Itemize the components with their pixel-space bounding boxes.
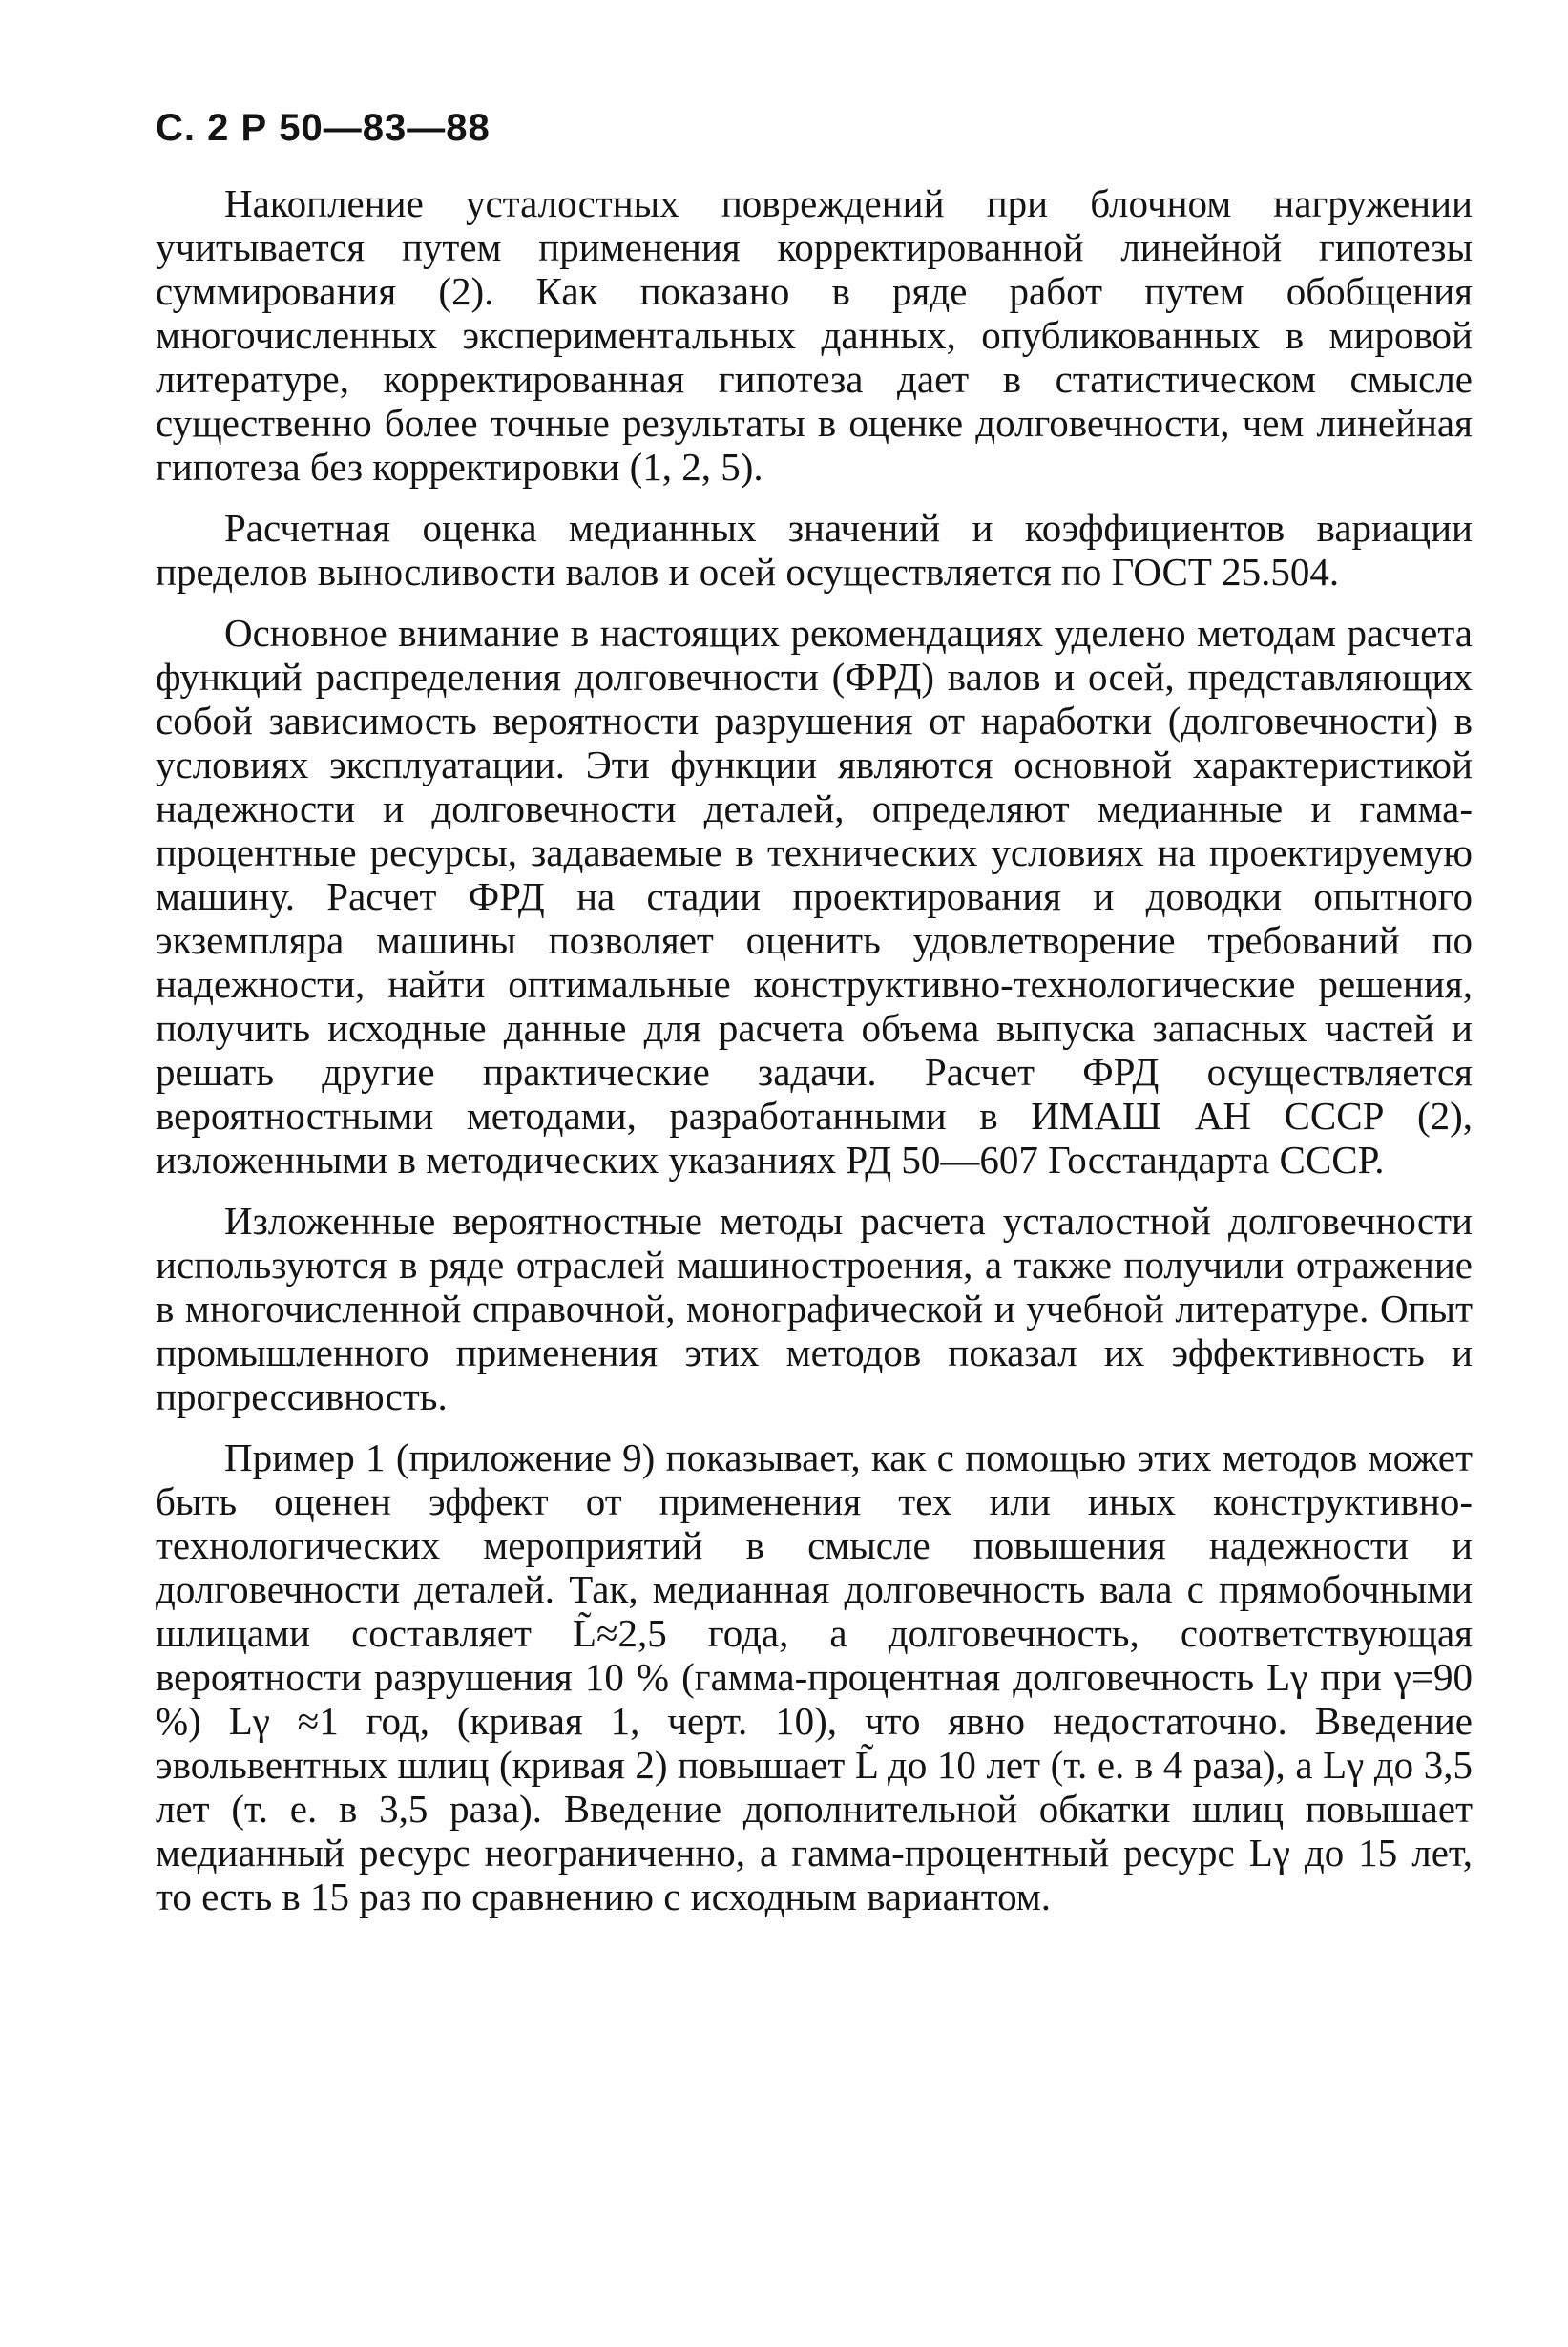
paragraph-5: Пример 1 (приложение 9) показывает, как с помощью этих методов может быть оценен эффект от применения тех или иных конструктивно-технологических мероприятий в смысле повышения надежности и долговечности деталей. Так, медианная долговечность вала с прямобочными шлицами составляет L̃≈2,5 года, а долговечность, соответствующая вероятности разрушения 10 % (гамма-процентная долговечность Lγ при γ=90 %) Lγ ≈1 год, (кривая 1, черт. 10), что явно недостаточно. Введение эвольвентных шлиц (кривая 2) повышает L̃ до 10 лет (т. е. в 4 раза), а Lγ до 3,5 лет (т. е. в 3,5 раза). Введение дополнительной обкатки шлиц повышает медианный ресурс неограниченно, а гамма-процентный ресурс Lγ до 15 лет, то есть в 15 раз по сравнению с исходным вариантом. xyxy=(156,1435,1473,1918)
paragraph-4: Изложенные вероятностные методы расчета усталостной долговечности используются в ряде отраслей машиностроения, а также получили отражение в многочисленной справочной, монографической и учебной литературе. Опыт промышленного применения этих методов показал их эффективность и прогрессивность. xyxy=(156,1199,1473,1418)
paragraph-3: Основное внимание в настоящих рекомендациях уделено методам расчета функций распределения долговечности (ФРД) валов и осей, представляющих собой зависимость вероятности разрушения от наработки (долговечности) в условиях эксплуатации. Эти функции являются основной характеристикой надежности и долговечности деталей, определяют медианные и гамма-процентные ресурсы, задаваемые в технических условиях на проектируемую машину. Расчет ФРД на стадии проектирования и доводки опытного экземпляра машины позволяет оценить удовлетворение требований по надежности, найти оптимальные конструктивно-технологические решения, получить исходные данные для расчета объема выпуска запасных частей и решать другие практические задачи. Расчет ФРД осуществляется вероятностными методами, разработанными в ИМАШ АН СССР (2), изложенными в методических указаниях РД 50—607 Госстандарта СССР. xyxy=(156,611,1473,1182)
document-body xyxy=(156,181,1473,1936)
paragraph-2: Расчетная оценка медианных значений и коэффициентов вариации пределов выносливости валов и осей осуществляется по ГОСТ 25.504. xyxy=(156,506,1473,594)
paragraph-1: Накопление усталостных повреждений при блочном нагружении учитывается путем применения корректированной линейной гипотезы суммирования (2). Как показано в ряде работ путем обобщения многочисленных экспериментальных данных, опубликованных в мировой литературе, корректированная гипотеза дает в статистическом смысле существенно более точные результаты в оценке долговечности, чем линейная гипотеза без корректировки (1, 2, 5). xyxy=(156,181,1473,489)
page-header: С. 2 Р 50—83—88 xyxy=(156,107,491,149)
